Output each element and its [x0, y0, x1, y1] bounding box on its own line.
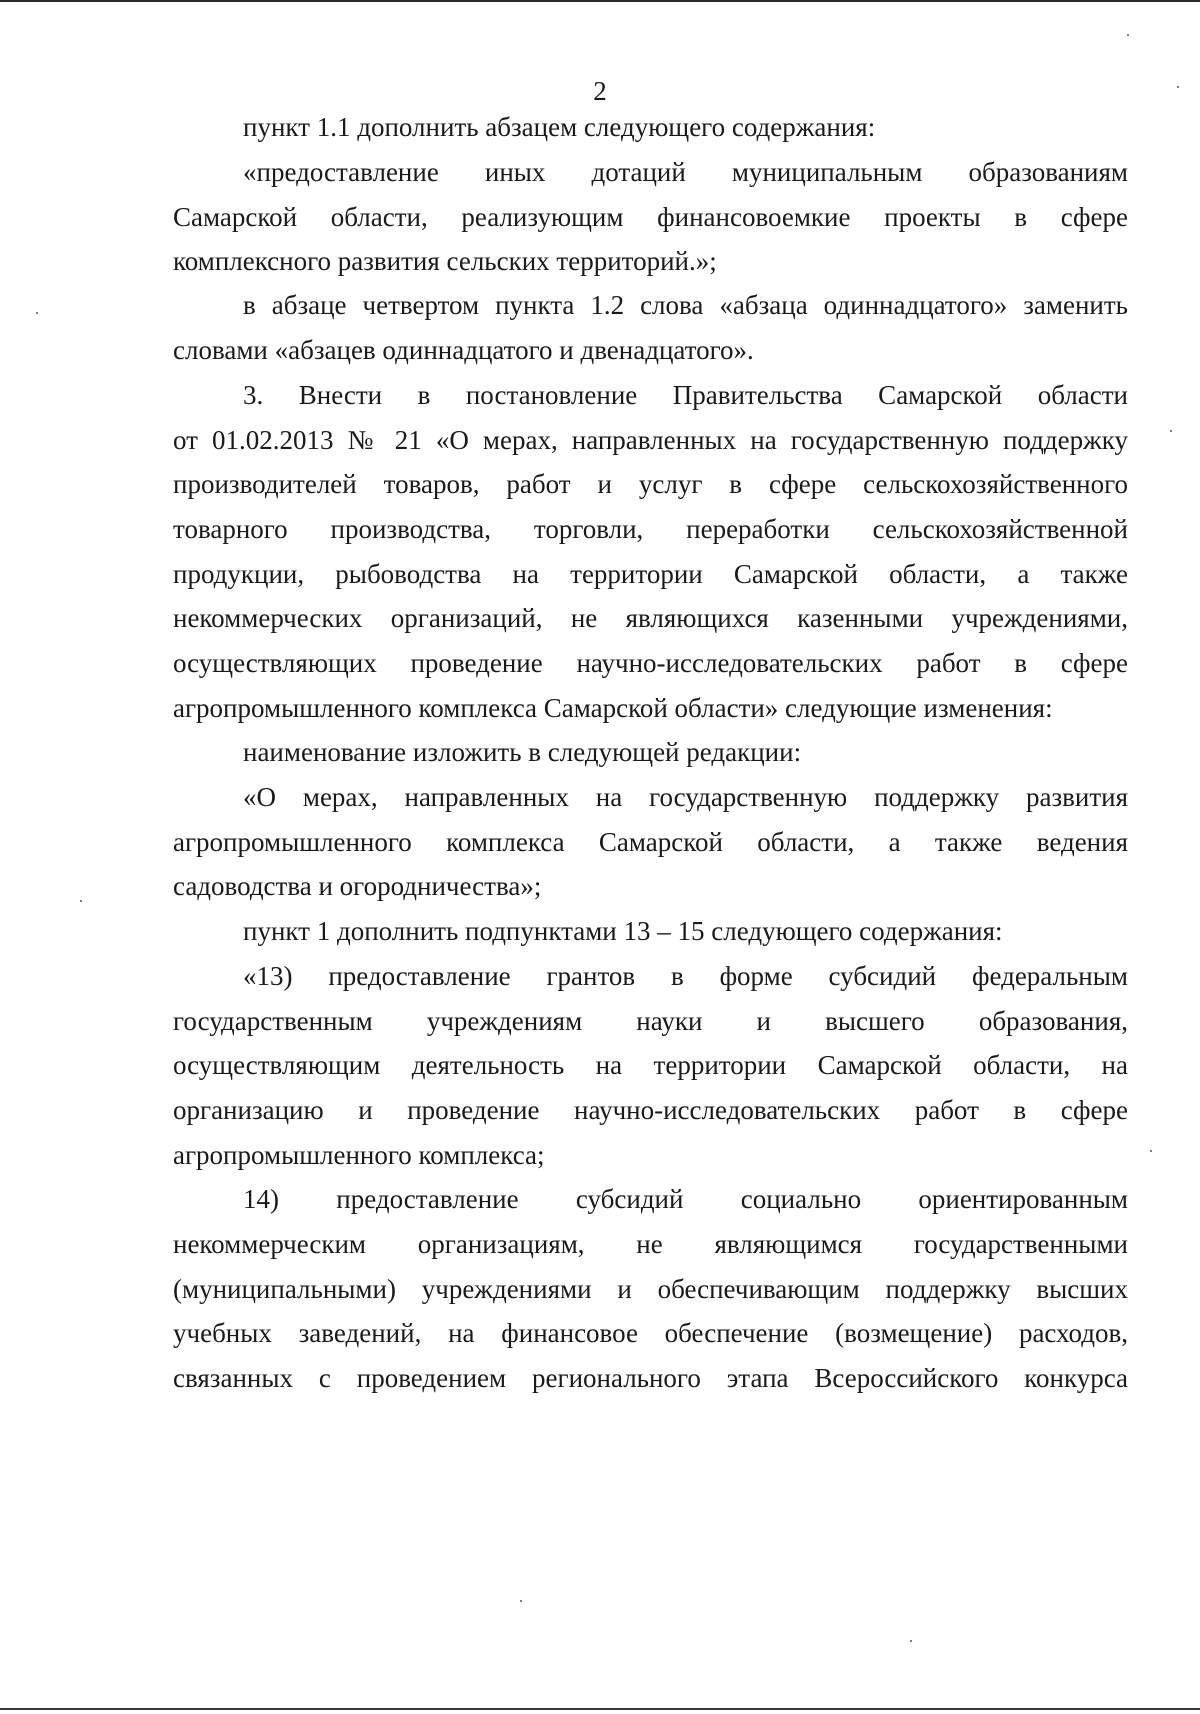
text-line: учебных заведений, на финансовое обеспечение (возмещение) расходов, [173, 1318, 1128, 1348]
scan-speck [80, 900, 82, 902]
scan-edge-top [0, 0, 1200, 2]
text-line: «13) предоставление грантов в форме субсидий федеральным [243, 961, 1128, 991]
text-line: товарного производства, торговли, переработки сельскохозяйственной [173, 514, 1128, 544]
text-line: 3. Внести в постановление Правительства Самарской области [243, 380, 1128, 410]
scan-edge-bottom [0, 1708, 1200, 1710]
text-line: садоводства и огородничества»; [173, 871, 542, 901]
scan-speck [1170, 430, 1172, 432]
text-line: в абзаце четвертом пункта 1.2 слова «абзаца одиннадцатого» заменить [243, 290, 1128, 320]
text-line: «О мерах, направленных на государственную поддержку развития [243, 782, 1128, 812]
text-line: государственным учреждениям науки и высшего образования, [173, 1006, 1128, 1036]
scan-speck [36, 312, 38, 314]
text-line: пункт 1.1 дополнить абзацем следующего содержания: [243, 112, 876, 142]
page-number: 2 [593, 76, 607, 106]
scan-speck [1177, 86, 1179, 88]
scan-speck [1127, 34, 1129, 36]
text-line: агропромышленного комплекса Самарской области» следующие изменения: [173, 693, 1053, 723]
text-line: Самарской области, реализующим финансовоемкие проекты в сфере [173, 202, 1128, 232]
text-line: словами «абзацев одиннадцатого и двенадцатого». [173, 335, 754, 365]
scan-speck [1150, 1150, 1152, 1152]
text-line: продукции, рыбоводства на территории Самарской области, а также [173, 559, 1128, 589]
scan-speck [520, 1600, 522, 1602]
text-line: некоммерческих организаций, не являющихся казенными учреждениями, [173, 603, 1128, 633]
text-line: от 01.02.2013 № 21 «О мерах, направленных на государственную поддержку [173, 425, 1128, 455]
text-line: наименование изложить в следующей редакции: [243, 737, 802, 767]
text-line: 14) предоставление субсидий социально ориентированным [243, 1184, 1128, 1214]
text-line: организацию и проведение научно-исследовательских работ в сфере [173, 1095, 1128, 1125]
text-line: «предоставление иных дотаций муниципальным образованиям [243, 157, 1128, 187]
text-line: пункт 1 дополнить подпунктами 13 – 15 следующего содержания: [243, 916, 1003, 946]
text-line: (муниципальными) учреждениями и обеспечивающим поддержку высших [173, 1274, 1128, 1304]
scan-speck [910, 1640, 912, 1642]
text-line: агропромышленного комплекса; [173, 1140, 545, 1170]
text-line: осуществляющим деятельность на территории Самарской области, на [173, 1050, 1128, 1080]
text-line: производителей товаров, работ и услуг в сфере сельскохозяйственного [173, 469, 1128, 499]
text-line: осуществляющих проведение научно-исследовательских работ в сфере [173, 648, 1128, 678]
text-line: комплексного развития сельских территорий.»; [173, 246, 717, 276]
text-line: связанных с проведением регионального этапа Всероссийского конкурса [173, 1363, 1128, 1393]
text-line: агропромышленного комплекса Самарской области, а также ведения [173, 827, 1128, 857]
text-line: некоммерческим организациям, не являющимся государственными [173, 1229, 1128, 1259]
